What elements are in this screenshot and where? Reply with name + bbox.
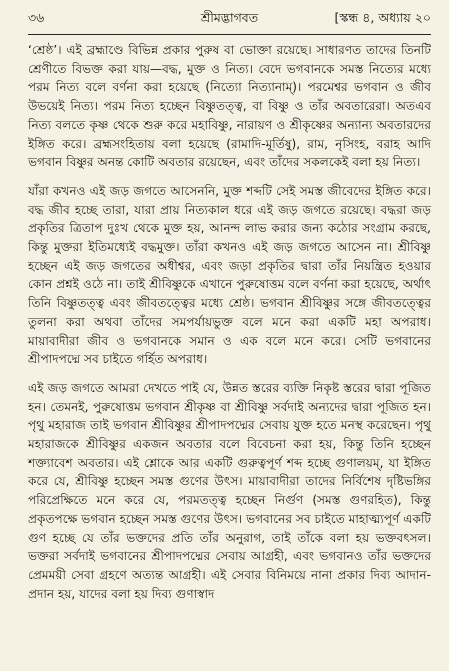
- page-number: ৩৬: [28, 10, 45, 25]
- running-header: [28, 0, 431, 34]
- body-text: [28, 41, 431, 603]
- paragraph: ‘শ্রেষ্ঠ’। এই ব্রহ্মাণ্ডে বিভিন্ন প্রকার পুরুষ বা ভোক্তা রয়েছে। সাধারণত তাদের তিনটি শ্রেণীতে বিভক্ত করা যায়—বদ্ধ, মুক্ত ও নিত্য। বেদে ভগবানকে সমস্ত নিত্যের মধ্যে পরম নিত্য বলে বর্ণনা করা হয়েছে (নিত্যো নিত্যানাম্)। পরমেশ্বর ভগবান ও জীব উভয়েই নিত্য। পরম নিত্য হচ্ছেন বিষ্ণুতত্ত্ব, বা বিষ্ণু ও তাঁর অবতারেরা। অতএব নিত্য বলতে কৃষ্ণ থেকে শুরু করে মহাবিষ্ণু, নারায়ণ ও শ্রীকৃষ্ণের অন্যান্য অবতারদের ইঙ্গিত করে। ব্রহ্মসংহিতায় বলা হয়েছে (রামাদি-মূর্তিষু), রাম, নৃসিংহ, বরাহ আদি ভগবান বিষ্ণুর অনন্ত কোটি অবতার রয়েছেন, এবং তাঁদের সকলকেই বলা হয় নিত্য।: [28, 43, 431, 170]
- paragraph: যাঁরা কখনও এই জড় জগতে আসেননি, মুক্ত শব্দটি সেই সমস্ত জীবেদের ইঙ্গিত করে। বদ্ধ জীব হচ্ছে তারা, যারা প্রায় নিত্যকাল ধরে এই জড় জগতে রয়েছে। বদ্ধরা জড় প্রকৃতির ত্রিতাপ দুঃখ থেকে মুক্ত হয়, আনন্দ লাভ করার জন্য কঠোর সংগ্রাম করছে, কিন্তু মুক্তরা ইতিমধ্যেই বদ্ধমুক্ত। তাঁরা কখনও এই জড় জগতে আসেন না। শ্রীবিষ্ণু হচ্ছেন এই জড় জগতের অধীশ্বর, এবং জড়া প্রকৃতির দ্বারা তাঁর নিয়ন্ত্রিত হওয়ার কোন প্রশ্নই ওঠে না। তাই শ্রীবিষ্ণুকে এখানে পুরুষোত্তম বলে বর্ণনা করা হয়েছে, অর্থাৎ তিনি বিষ্ণুতত্ত্ব এবং জীবতত্ত্বের মধ্যে শ্রেষ্ঠ। ভগবান শ্রীবিষ্ণুর সঙ্গে জীবতত্ত্বের তুলনা করা অথবা তাঁদের সমপর্যায়ভুক্ত বলে মনে করা একটি মহা অপরাধ। মায়াবাদীরা জীব ও ভগবানকে সমান ও এক বলে মনে করে। সেটি ভগবানের শ্রীপাদপদ্মে সব চাইতে গর্হিত অপরাধ।: [28, 183, 431, 367]
- book-title: শ্রীমদ্ভাগবত: [200, 10, 259, 25]
- header-rule: [28, 34, 431, 35]
- section-reference: [স্কন্ধ ৪, অধ্যায় ২০: [334, 10, 431, 25]
- paragraph: এই জড় জগতে আমরা দেখতে পাই যে, উন্নত স্তরের ব্যক্তি নিকৃষ্ট স্তরের দ্বারা পূজিত হন। তেমনই, পুরুষোত্তম ভগবান শ্রীকৃষ্ণ বা শ্রীবিষ্ণু সর্বদাই অন্যদের দ্বারা পূজিত হন। পৃথু মহারাজ তাই ভগবান শ্রীবিষ্ণুর শ্রীপাদপদ্মের সেবায় যুক্ত হতে মনস্থ করেছেন। পৃথু মহারাজকে শ্রীবিষ্ণুর একজন অবতার বলে বিবেচনা করা হয়, কিন্তু তিনি হচ্ছেন শক্ত্যাবেশ অবতার। এই শ্লোকে আর একটি গুরুত্বপূর্ণ শব্দ হচ্ছে গুণালয়ম্, যা ইঙ্গিত করে যে, শ্রীবিষ্ণু হচ্ছেন সমস্ত গুণের উৎস। মায়াবাদীরা তাদের নির্বিশেষ দৃষ্টিভঙ্গির পরিপ্রেক্ষিতে মনে করে যে, পরমতত্ত্ব হচ্ছেন নির্গুণ (সমস্ত গুণরহিত), কিন্তু প্রকৃতপক্ষে ভগবান হচ্ছেন সমস্ত গুণের উৎস। ভগবানের সব চাইতে মাহাত্ম্যপূর্ণ একটি গুণ হচ্ছে যে তাঁর ভক্তদের প্রতি তাঁর অনুরাগ, তাই তাঁকে বলা হয় ভক্তবৎসল। ভক্তরা সর্বদাই ভগবানের শ্রীপাদপদ্মের সেবায় আগ্রহী, এবং ভগবানও তাঁর ভক্তদের প্রেমময়ী সেবা গ্রহণে অত্যন্ত আগ্রহী। এই সেবার বিনিময়ে নানা প্রকার দিব্য আদান-প্রদান হয়, যাদের বলা হয় দিব্য গুণাস্বাদ: [28, 380, 431, 601]
